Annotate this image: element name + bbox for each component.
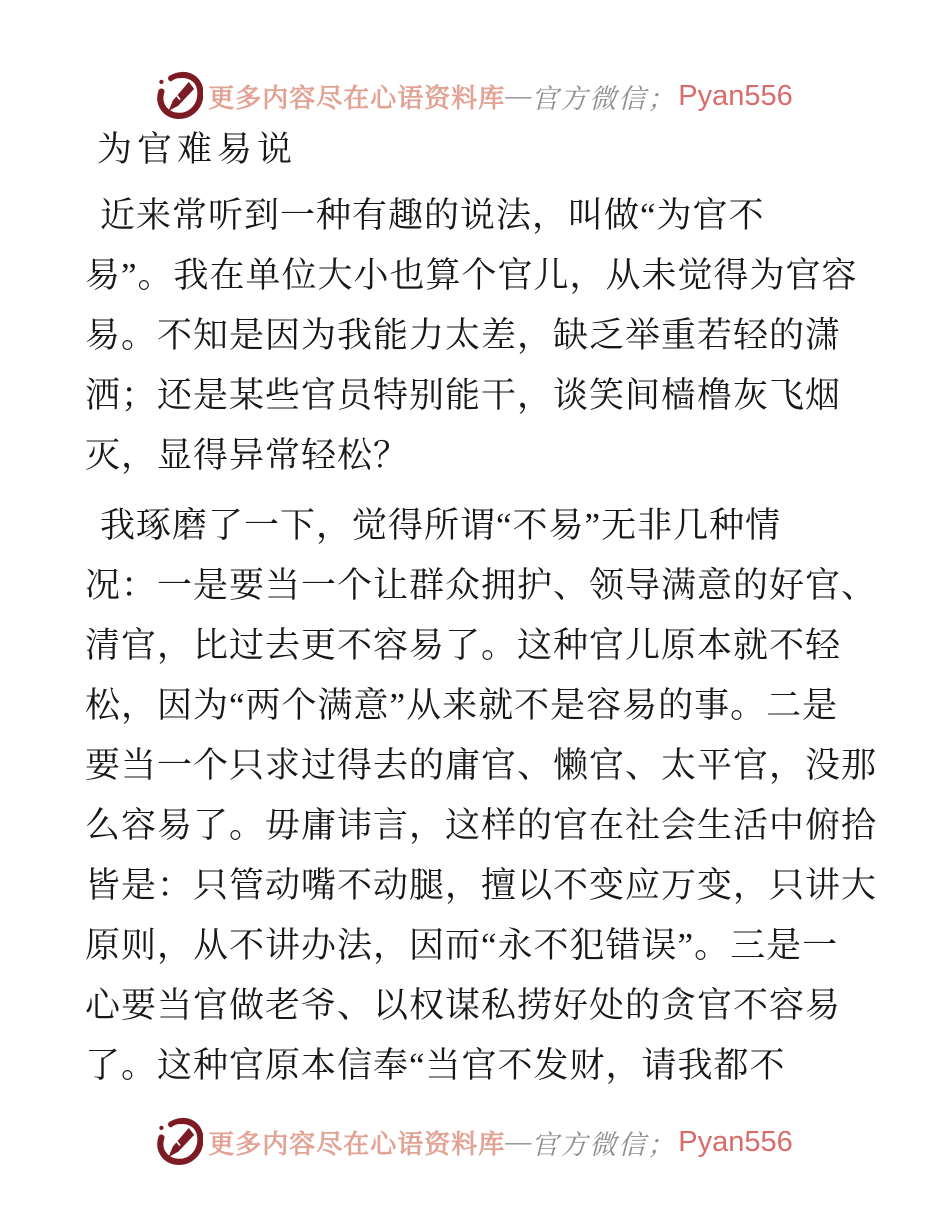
document-body [85,186,895,1096]
watermark-channel-label: 官方微信； [531,83,677,114]
text-line: 松，因为“两个满意”从来就不是容易的事。二是 [85,686,839,725]
paragraph [85,186,895,486]
paragraph [85,496,895,1096]
watermark-separator: — [505,1127,532,1156]
watermark-brand-text: 更多内容尽在心语资料库 [208,1129,506,1159]
text-line: 了。这种官原本信奉“当官不发财，请我都不 [85,1046,786,1085]
text-line: 要当一个只求过得去的庸官、懒官、太平官，没那 [85,746,878,785]
text-line: 洒；还是某些官员特别能干，谈笑间樯橹灰飞烟 [85,376,842,415]
text-line: 灭，显得异常轻松？ [85,436,410,475]
text-line: 原则，从不讲办法，因而“永不犯错误”。三是一 [85,926,839,965]
text-line: 易”。我在单位大小也算个官儿，从未觉得为官容 [85,256,858,295]
watermark-separator: — [505,81,532,110]
document-title: 为官难易说 [97,130,298,169]
watermark-wechat-id: Pyan556 [678,1125,793,1158]
watermark-channel-label: 官方微信； [531,1129,677,1160]
footer-watermark [0,1112,950,1172]
text-line: 心要当官做老爷、以权谋私捞好处的贪官不容易 [85,986,842,1025]
watermark-wechat-id: Pyan556 [678,79,793,112]
text-line: 清官，比过去更不容易了。这种官儿原本就不轻 [85,626,842,665]
watermark-brand-text: 更多内容尽在心语资料库 [208,83,506,113]
text-line: 么容易了。毋庸讳言，这样的官在社会生活中俯拾 [85,806,878,845]
text-line: 易。不知是因为我能力太差，缺乏举重若轻的潇 [85,316,842,355]
document-content [85,120,895,1096]
header-watermark [0,66,950,126]
text-line: 我琢磨了一下，觉得所谓“不易”无非几种情 [100,506,782,545]
text-line: 近来常听到一种有趣的说法，叫做“为官不 [100,196,765,235]
pen-logo-icon [157,69,203,123]
pen-logo-icon [157,1115,203,1169]
text-line: 况：一是要当一个让群众拥护、领导满意的好官、 [85,566,878,605]
text-line: 皆是：只管动嘴不动腿，擅以不变应万变，只讲大 [85,866,878,905]
